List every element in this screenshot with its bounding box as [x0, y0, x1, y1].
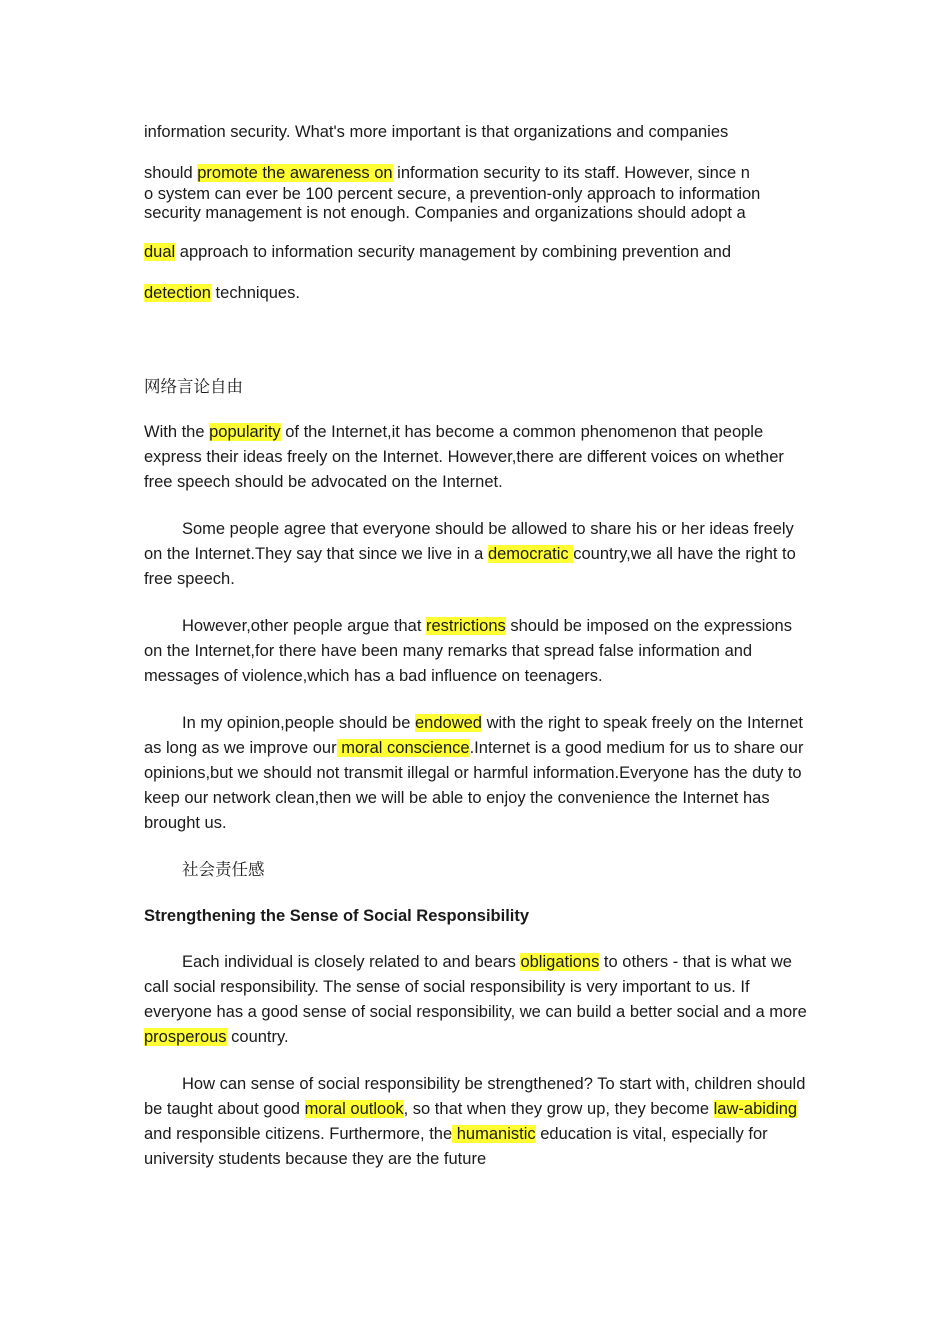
highlight-humanistic: humanistic [452, 1125, 536, 1143]
highlight-law-abiding: law-abiding [713, 1100, 798, 1118]
speech-paragraph-3: However,other people argue that restrictions should be imposed on the expressions on the Internet,for there have been many remarks that spread false information and messages of violence,which has a bad influence on teenagers. [144, 617, 792, 685]
security-line-1: information security. What's more important is that organizations and companies [144, 123, 729, 141]
speech-paragraph-1: With the popularity of the Internet,it has become a common phenomenon that people express their ideas freely on the Internet. However,there are different voices on whether free speech should be advocated on the Internet. [144, 423, 784, 491]
free-speech-section [144, 375, 810, 836]
highlight-obligations: obligations [520, 953, 600, 971]
security-line-6: detection techniques. [144, 284, 300, 302]
document-body [144, 120, 810, 1172]
security-line-3: o system can ever be 100 percent secure, a prevention-only approach to information [144, 185, 761, 203]
social-responsibility-section [144, 858, 810, 1172]
social-paragraph-1: Each individual is closely related to and bears obligations to others - that is what we call social responsibility. The sense of social responsibility is very important to us. If everyone has a good sense of social responsibility, we can build a better social and a more prosperous country. [144, 953, 807, 1046]
highlight-promote-awareness: promote the awareness on [197, 164, 393, 182]
social-responsibility-heading: 社会责任感 [182, 860, 265, 879]
highlight-democratic: democratic [487, 545, 574, 563]
highlight-detection: detection [144, 284, 211, 302]
highlight-popularity: popularity [209, 423, 281, 441]
speech-paragraph-2: Some people agree that everyone should be allowed to share his or her ideas freely on the Internet.They say that since we live in a democratic country,we all have the right to free speech. [144, 520, 796, 588]
highlight-moral-conscience: moral conscience [336, 739, 470, 757]
free-speech-heading: 网络言论自由 [144, 377, 243, 396]
highlight-restrictions: restrictions [426, 617, 506, 635]
social-paragraph-2: How can sense of social responsibility be strengthened? To start with, children should be taught about good moral outlook, so that when they grow up, they become law-abiding and responsible citizens. Furthermore, the humanistic education is vital, especially for university students because they are the future [144, 1075, 806, 1168]
security-line-4: security management is not enough. Companies and organizations should adopt a [144, 204, 746, 222]
security-line-5: dual approach to information security management by combining prevention and [144, 243, 732, 261]
speech-paragraph-4: In my opinion,people should be endowed with the right to speak freely on the Internet as long as we improve our moral conscience.Internet is a good medium for us to share our opinions,but we should not transmit illegal or harmful information.Everyone has the duty to keep our network clean,then we will be able to enjoy the convenience the Internet has brought us. [144, 714, 804, 832]
highlight-prosperous: prosperous [144, 1028, 227, 1046]
highlight-dual: dual [144, 243, 176, 261]
security-line-2: should promote the awareness on information security to its staff. However, since n [144, 164, 750, 182]
security-section [144, 120, 810, 305]
highlight-endowed: endowed [415, 714, 482, 732]
essay-title: Strengthening the Sense of Social Responsibility [144, 907, 530, 925]
highlight-moral-outlook: moral outlook [304, 1100, 404, 1118]
